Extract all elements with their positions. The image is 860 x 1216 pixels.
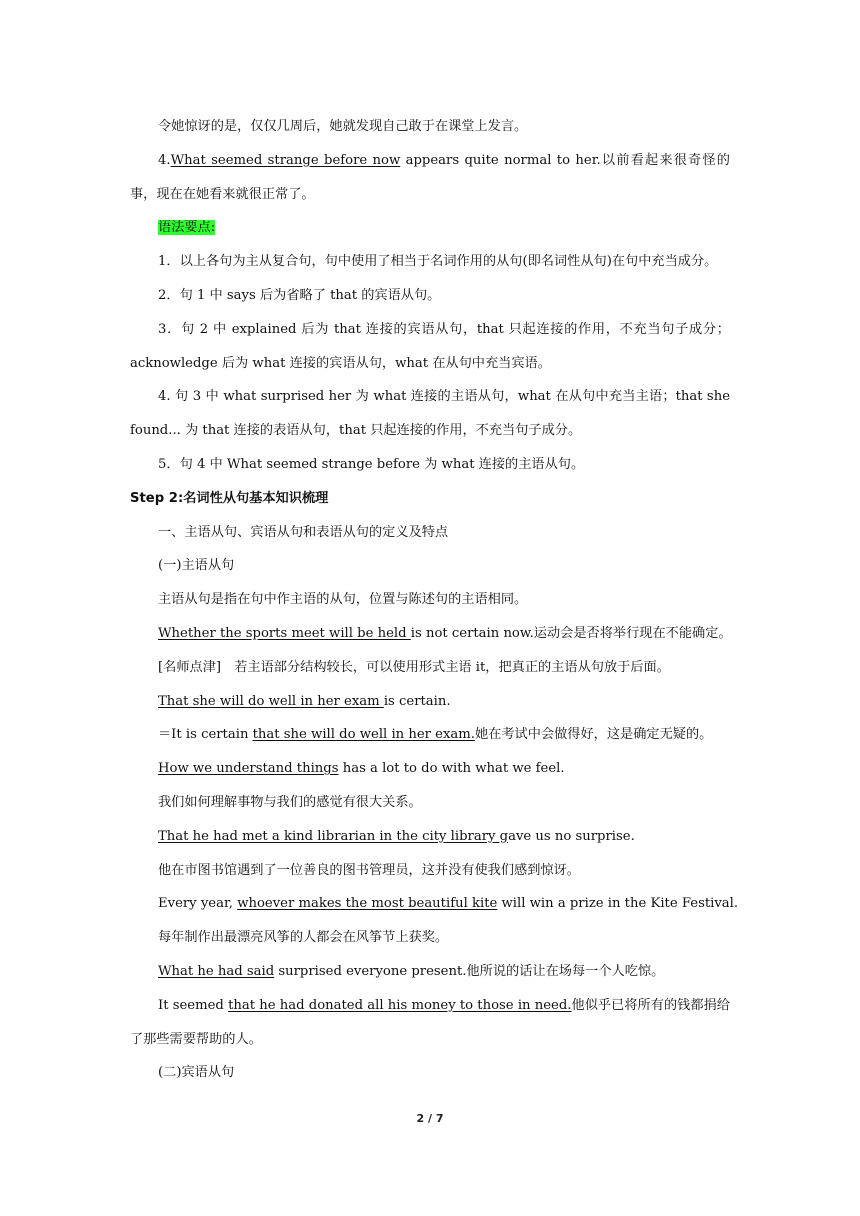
grammar-point-2: 2．句 1 中 says 后为省略了 that 的宾语从句。 — [158, 287, 441, 303]
example-line — [130, 887, 739, 921]
page-body — [130, 110, 739, 1090]
underlined-clause: What he had said — [158, 963, 275, 979]
underlined-clause: Whether the sports meet will be held — [158, 625, 411, 641]
underlined-clause: That he had met a kind librarian in the city library g — [158, 828, 509, 844]
example-translation: 他在市图书馆遇到了一位善良的图书管理员，这并没有使我们感到惊讶。 — [158, 862, 580, 878]
example-line — [130, 989, 730, 1057]
subject-clause-underlined: What seemed strange before now — [170, 152, 401, 168]
example-line — [130, 820, 730, 854]
grammar-point-4: 4. 句 3 中 what surprised her 为 what 连接的主语从句，what 在从句中充当主语；that she found... 为 that 连接的表语从句，that 只起连接的作用，不充当句子成分。 — [130, 389, 730, 439]
subsection-object-clause: (二)宾语从句 — [158, 1065, 235, 1081]
example-translation: 我们如何理解事物与我们的感觉有很大关系。 — [158, 794, 422, 810]
page-number: 2 / 7 — [416, 1112, 444, 1125]
underlined-clause: That she will do well in her exam — [158, 693, 384, 709]
highlighted-heading: 语法要点: — [158, 220, 216, 236]
teacher-tip: [名师点津] 若主语部分结构较长，可以使用形式主语 it，把真正的主语从句放于后面。 — [158, 659, 670, 675]
example-line — [130, 685, 730, 719]
underlined-clause: that she will do well in her exam. — [252, 727, 475, 743]
grammar-point-1: 1．以上各句为主从复合句，句中使用了相当于名词作用的从句(即名词性从句)在句中充当成分。 — [158, 254, 718, 270]
sentence-translation: 她看来就很正常了。 — [195, 186, 315, 202]
subsection-title: 一、主语从句、宾语从句和表语从句的定义及特点 — [158, 524, 449, 540]
underlined-clause: How we understand things — [158, 761, 339, 777]
example-translation: 每年制作出最漂亮风筝的人都会在风筝节上获奖。 — [158, 930, 449, 946]
sentence-translation: 令她惊讶的是，仅仅几周后，她就发现自己敢于在课堂上发言。 — [158, 119, 528, 134]
example-start: ＝It is certain — [158, 727, 253, 743]
example-rest: ave us no surprise. — [508, 828, 635, 844]
underlined-clause: that he had donated all his money to those in need. — [228, 997, 572, 1013]
example-translation: 她在考试中会做得好，这是确定无疑的。 — [474, 727, 713, 743]
example-line — [130, 718, 730, 752]
example-line — [130, 617, 730, 651]
example-rest: has a lot to do with what we feel. — [338, 761, 565, 777]
example-start: It seemed — [158, 997, 229, 1013]
example-line — [130, 752, 730, 786]
example-rest: is not certain now.运动会是否将举行现在不能确定。 — [410, 625, 732, 641]
example-start: Every year, — [158, 896, 238, 912]
example-rest: is certain. — [383, 693, 451, 709]
definition: 主语从句是指在句中作主语的从句，位置与陈述句的主语相同。 — [158, 592, 528, 608]
paragraph — [130, 110, 730, 144]
example-translation: 他似乎已将所有的钱都捐给了那些需要帮助的人。 — [130, 997, 730, 1047]
grammar-heading — [130, 211, 730, 245]
example-line — [130, 955, 730, 989]
subsection-subject-clause: (一)主语从句 — [158, 558, 235, 574]
underlined-clause: whoever makes the most beautiful kite — [237, 896, 498, 912]
example-rest: surprised everyone present.他所说的话让在场每一个人吃惊。 — [274, 963, 665, 979]
section-heading-step2: Step 2:名词性从句基本知识梳理 — [130, 490, 329, 506]
grammar-point-5: 5．句 4 中 What seemed strange before 为 what 连接的主语从句。 — [158, 456, 585, 472]
sentence-rest: appears quite normal to her.以前看起来很奇怪的事，现在在 — [130, 152, 730, 202]
example-sentence-4 — [130, 144, 730, 212]
grammar-point-3: 3．句 2 中 explained 后为 that 连接的宾语从句，that 只起连接的作用，不充当句子成分；acknowledge 后为 what 连接的宾语从句，what 在从句中充当宾语。 — [130, 321, 730, 371]
example-number: 4. — [158, 152, 171, 168]
example-rest: will win a prize in the Kite Festival. — [497, 896, 739, 912]
